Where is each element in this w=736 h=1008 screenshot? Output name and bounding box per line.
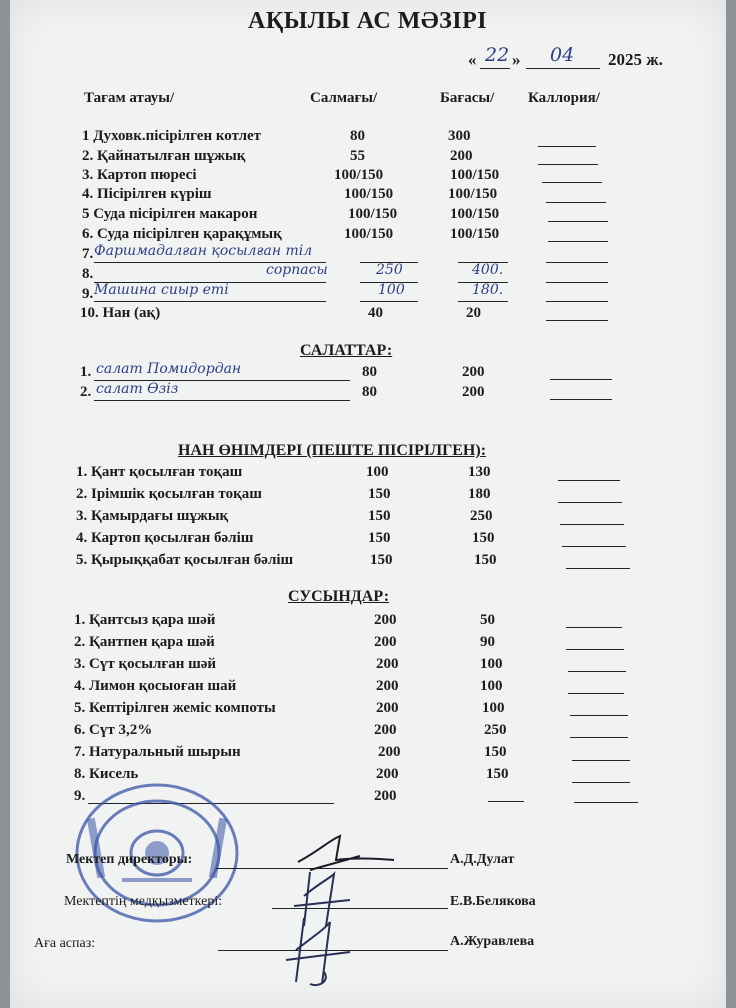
bakery-5-price: 150 [474,552,497,568]
drink-3-price: 100 [480,656,503,672]
main-item-3-price: 100/150 [450,167,500,183]
page-title: АҚЫЛЫ АС МӘЗІРІ [248,8,488,34]
hw-item-8-num: 8. [82,266,94,282]
menu-document [10,0,726,1008]
salad-1-price: 200 [462,364,485,380]
drink-5-weight: 200 [376,700,399,716]
drinks-title: СУСЫНДАР: [288,588,390,605]
salad-2-price: 200 [462,384,485,400]
drink-1-weight: 200 [374,612,397,628]
bakery-5-calorie-line [566,568,630,569]
hw-item-7-num: 7. [82,246,94,262]
bread-item-weight: 40 [368,305,383,321]
drink-2-name: 2. Қантпен қара шәй [74,634,215,650]
bread-item-name: 10. Нан (ақ) [80,305,161,321]
date-day-line [480,68,510,69]
header-price: Бағасы/ [440,90,495,106]
salad-2-weight: 80 [362,384,377,400]
main-item-1-weight: 80 [350,128,365,144]
drink-2-weight: 200 [374,634,397,650]
date-month-line [526,68,600,69]
date-year: 2025 ж. [608,50,663,69]
signature-nurse-name: Е.В.Белякова [450,894,536,909]
header-calories: Каллория/ [528,90,600,106]
salad-2-line [94,400,350,401]
signature-nurse-role: Мектептің медқызметкері: [64,894,223,909]
drink-4-name: 4. Лимон қосыоған шай [74,678,237,694]
bakery-4-weight: 150 [368,530,391,546]
bakery-3-weight: 150 [368,508,391,524]
drink-5-price: 100 [482,700,505,716]
drink-6-calorie-line [570,737,628,738]
drink-1-calorie-line [566,627,622,628]
hw-item-9-line [94,301,326,302]
drink-7-calorie-line [572,760,630,761]
main-item-1-calorie-line [538,146,596,147]
drink-9-price-line [488,801,524,802]
drink-8-calorie-line [572,782,630,783]
date-month: 04 [550,44,575,66]
bakery-2-name: 2. Ірімшік қосылған тоқаш [76,486,262,502]
bakery-5-name: 5. Қырыққабат қосылған бәліш [76,552,294,568]
main-item-6-price: 100/150 [450,226,500,242]
drink-3-calorie-line [568,671,626,672]
main-item-4-price: 100/150 [448,186,498,202]
bakery-2-calorie-line [558,502,622,503]
drink-8-price: 150 [486,766,509,782]
date-open-quote: « [468,50,477,69]
drink-6-price: 250 [484,722,507,738]
salad-2-num: 2. [80,384,92,400]
main-item-5-calorie-line [548,221,608,222]
salad-2-text: салат Өзіз [96,381,179,397]
main-item-6-weight: 100/150 [344,226,394,242]
bakery-5-weight: 150 [370,552,393,568]
hw-item-9-text: Машина сиыр еті [94,282,229,298]
drink-4-price: 100 [480,678,503,694]
bakery-title: НАН ӨНІМДЕРІ (ПЕШТЕ ПІСІРІЛГЕН): [178,442,487,459]
drink-8-weight: 200 [376,766,399,782]
date-day: 22 [485,44,510,66]
drink-9-num: 9. [74,788,86,804]
bread-item-price: 20 [466,305,481,321]
bakery-1-weight: 100 [366,464,389,480]
drink-3-weight: 200 [376,656,399,672]
bakery-1-price: 130 [468,464,491,480]
salads-title: САЛАТТАР: [300,342,393,359]
signature-chef-name: А.Журавлева [450,934,535,949]
date-close-quote: » [512,50,521,69]
main-item-6-name: 6. Суда пісірілген қарақұмық [82,226,282,242]
main-item-1-name: 1 Духовк.пісірілген котлет [82,128,262,144]
salad-1-num: 1. [80,364,92,380]
hw-item-8-text: сорпасы [266,262,328,278]
main-item-6-calorie-line [548,241,608,242]
main-item-1-price: 300 [448,128,471,144]
hw-item-9-calorie-line [546,301,608,302]
drink-1-name: 1. Қантсыз қара шәй [74,612,216,628]
drink-5-name: 5. Кептірілген жеміс компоты [74,700,276,716]
drink-7-weight: 200 [378,744,401,760]
drink-2-calorie-line [566,649,624,650]
chef-signature-scribble [280,910,360,990]
main-item-3-calorie-line [542,182,602,183]
hw-item-9-weight: 100 [378,282,405,298]
drink-2-price: 90 [480,634,495,650]
main-item-3-weight: 100/150 [334,167,384,183]
hw-item-9-weight-line [360,301,418,302]
main-item-4-calorie-line [546,202,606,203]
bakery-3-name: 3. Қамырдағы шұжық [76,508,229,524]
bread-item-calorie-line [546,320,608,321]
signature-chef-role: Аға аспаз: [34,936,96,951]
bakery-2-weight: 150 [368,486,391,502]
bakery-1-name: 1. Қант қосылған тоқаш [76,464,243,480]
signature-director-role: Мектеп директоры: [66,852,193,867]
bakery-1-calorie-line [558,480,620,481]
header-weight: Салмағы/ [310,90,378,106]
main-item-2-name: 2. Қайнатылған шұжық [82,148,246,164]
main-item-5-price: 100/150 [450,206,500,222]
drink-9-weight: 200 [374,788,397,804]
drink-7-name: 7. Натуральный шырын [74,744,241,760]
signature-director-name: А.Д.Дулат [450,852,515,867]
main-item-2-calorie-line [538,164,598,165]
hw-item-8-weight: 250 [376,262,403,278]
hw-item-7-text: Фаршмадалған қосылған тіл [94,243,313,259]
main-item-2-weight: 55 [350,148,365,164]
bakery-3-calorie-line [560,524,624,525]
drink-6-weight: 200 [374,722,397,738]
header-name: Тағам атауы/ [84,90,175,106]
drink-1-price: 50 [480,612,495,628]
salad-1-calorie-line [550,379,612,380]
main-item-4-name: 4. Пісірілген күріш [82,186,212,202]
drink-8-name: 8. Кисель [74,766,139,782]
hw-item-9-price: 180. [472,282,504,298]
drink-9-calorie-line [574,802,638,803]
hw-item-8-price: 400. [472,262,504,278]
main-item-3-name: 3. Картоп пюресі [82,167,197,183]
main-item-4-weight: 100/150 [344,186,394,202]
bakery-2-price: 180 [468,486,491,502]
hw-item-7-calorie-line [546,262,608,263]
hw-item-9-num: 9. [82,286,94,302]
drink-4-weight: 200 [376,678,399,694]
bakery-4-calorie-line [562,546,626,547]
bakery-4-price: 150 [472,530,495,546]
drink-4-calorie-line [568,693,624,694]
main-item-2-price: 200 [450,148,473,164]
salad-2-calorie-line [550,399,612,400]
hw-item-9-price-line [458,301,508,302]
drink-5-calorie-line [570,715,628,716]
drink-6-name: 6. Сүт 3,2% [74,722,153,738]
salad-1-weight: 80 [362,364,377,380]
salad-1-text: салат Помидордан [96,361,242,377]
bakery-3-price: 250 [470,508,493,524]
bakery-4-name: 4. Картоп қосылған бәліш [76,530,254,546]
hw-item-8-calorie-line [546,282,608,283]
main-item-5-name: 5 Суда пісірілген макарон [82,206,258,222]
drink-3-name: 3. Сүт қосылған шәй [74,656,217,672]
main-item-5-weight: 100/150 [348,206,398,222]
drink-7-price: 150 [484,744,507,760]
